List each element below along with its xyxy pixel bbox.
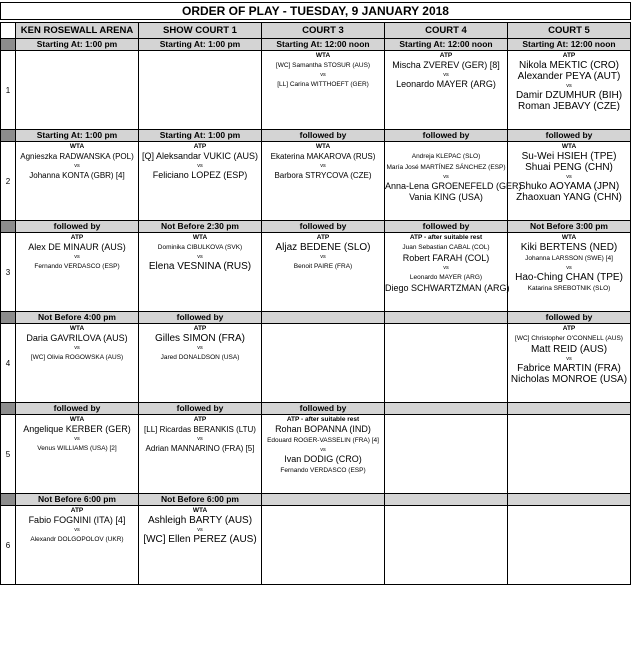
player-name: Damir DZUMHUR (BIH) (515, 90, 623, 101)
start-time-label: Starting At: 1:00 pm (139, 39, 262, 51)
player-name: Dominika CIBULKOVA (SVK) (157, 244, 243, 251)
match-cell (508, 233, 631, 312)
court-header: COURT 4 (385, 23, 508, 39)
court-header: KEN ROSEWALL ARENA (16, 23, 139, 39)
player-name: Mischa ZVEREV (GER) [8] (392, 60, 500, 70)
start-time-label: Starting At: 12:00 noon (385, 39, 508, 51)
tour-label: WTA (561, 143, 577, 150)
versus-label: vs (566, 356, 572, 362)
tour-label: ATP (193, 143, 207, 150)
player-name: Shuai PENG (CHN) (525, 162, 613, 173)
match-row (1, 51, 631, 130)
tour-label: WTA (561, 234, 577, 241)
row-marker (1, 312, 16, 324)
player-name: Jared DONALDSON (USA) (160, 354, 240, 361)
start-time-label: Starting At: 12:00 noon (508, 39, 631, 51)
versus-label: vs (566, 174, 572, 180)
start-time-label: followed by (262, 221, 385, 233)
match-cell (262, 233, 385, 312)
versus-label: vs (320, 447, 326, 453)
player-name: Robert FARAH (COL) (402, 253, 490, 263)
match-number: 1 (1, 51, 16, 130)
empty-match-cell (508, 415, 631, 494)
player-name: Ashleigh BARTY (AUS) (147, 515, 253, 526)
player-name: Leonardo MAYER (ARG) (409, 274, 483, 281)
versus-label: vs (320, 72, 326, 78)
player-name: Zhaoxuan YANG (CHN) (516, 192, 622, 203)
start-time-label: Starting At: 1:00 pm (16, 130, 139, 142)
versus-label: vs (74, 436, 80, 442)
match-row (1, 506, 631, 585)
match-cell (508, 51, 631, 130)
match-number: 5 (1, 415, 16, 494)
player-name: Fernando VERDASCO (ESP) (280, 467, 366, 474)
player-name: Anna-Lena GROENEFELD (GER) (385, 181, 522, 191)
player-name: Leonardo MAYER (ARG) (396, 79, 496, 89)
match-cell (139, 506, 262, 585)
corner-cell (1, 23, 16, 39)
player-name: María José MARTÍNEZ SÁNCHEZ (ESP) (386, 164, 506, 171)
versus-label: vs (320, 254, 326, 260)
player-name: Agnieszka RADWANSKA (POL) (20, 152, 134, 161)
player-name: Alexandr DOLGOPOLOV (UKR) (30, 536, 124, 543)
player-name: Juan Sebastian CABAL (COL) (402, 244, 490, 251)
match-cell (139, 142, 262, 221)
player-name: Elena VESNINA (RUS) (148, 261, 252, 272)
start-time-label: followed by (385, 130, 508, 142)
match-row (1, 142, 631, 221)
player-name: Barbora STRYCOVA (CZE) (274, 171, 372, 180)
versus-label: vs (320, 163, 326, 169)
start-time-label (385, 403, 508, 415)
tour-label: ATP (439, 52, 453, 59)
player-name: Su-Wei HSIEH (TPE) (521, 151, 617, 162)
player-name: Ivan DODIG (CRO) (284, 454, 362, 464)
start-time-label: Not Before 3:00 pm (508, 221, 631, 233)
tour-label: WTA (192, 507, 208, 514)
match-cell (139, 324, 262, 403)
match-number: 3 (1, 233, 16, 312)
player-name: Fernando VERDASCO (ESP) (34, 263, 120, 270)
start-time-label: followed by (16, 403, 139, 415)
player-name: Daria GAVRILOVA (AUS) (26, 333, 128, 343)
start-time-label: Starting At: 1:00 pm (16, 39, 139, 51)
start-time-label: Not Before 6:00 pm (139, 494, 262, 506)
player-name: Benoit PAIRE (FRA) (293, 263, 353, 270)
start-time-label: Starting At: 12:00 noon (262, 39, 385, 51)
player-name: Venus WILLIAMS (USA) [2] (37, 445, 117, 452)
versus-label: vs (74, 254, 80, 260)
start-time-label: followed by (139, 403, 262, 415)
match-cell (262, 51, 385, 130)
match-cell (16, 415, 139, 494)
tour-label: ATP (70, 234, 84, 241)
start-time-label (508, 494, 631, 506)
player-name: Diego SCHWARTZMAN (ARG) (385, 283, 510, 293)
start-time-label: Not Before 4:00 pm (16, 312, 139, 324)
row-marker (1, 221, 16, 233)
match-cell (508, 142, 631, 221)
tour-label: ATP - after suitable rest (286, 416, 360, 423)
versus-label: vs (443, 174, 449, 180)
player-name: Angelique KERBER (GER) (23, 424, 131, 434)
match-row (1, 415, 631, 494)
player-name: Adrian MANNARINO (FRA) [5] (145, 444, 255, 453)
start-time-label: followed by (385, 221, 508, 233)
start-time-label: Not Before 6:00 pm (16, 494, 139, 506)
match-number: 4 (1, 324, 16, 403)
empty-match-cell (508, 506, 631, 585)
versus-label: vs (197, 163, 203, 169)
tour-label: WTA (69, 325, 85, 332)
match-cell (16, 506, 139, 585)
tour-label: WTA (69, 416, 85, 423)
versus-label: vs (74, 345, 80, 351)
tour-label: ATP (562, 52, 576, 59)
empty-match-cell (262, 506, 385, 585)
tour-label: ATP (193, 416, 207, 423)
match-cell (139, 415, 262, 494)
match-cell (508, 324, 631, 403)
player-name: Johanna KONTA (GBR) [4] (29, 171, 125, 180)
match-cell (385, 233, 508, 312)
court-header: COURT 5 (508, 23, 631, 39)
empty-match-cell (16, 51, 139, 130)
start-time-row (1, 130, 631, 142)
match-number: 6 (1, 506, 16, 585)
player-name: Gilles SIMON (FRA) (155, 333, 245, 344)
start-time-label: followed by (262, 403, 385, 415)
player-name: Matt REID (AUS) (530, 344, 608, 355)
player-name: Alex DE MINAUR (AUS) (28, 242, 126, 252)
match-number: 2 (1, 142, 16, 221)
player-name: Rohan BOPANNA (IND) (275, 424, 371, 434)
match-cell (262, 142, 385, 221)
player-name: [WC] Christopher O'CONNELL (AUS) (515, 335, 623, 342)
start-time-label (262, 494, 385, 506)
versus-label: vs (197, 436, 203, 442)
versus-label: vs (74, 527, 80, 533)
player-name: [Q] Aleksandar VUKIC (AUS) (141, 151, 259, 161)
court-header: SHOW COURT 1 (139, 23, 262, 39)
player-name: Nikola MEKTIC (CRO) (518, 60, 619, 71)
player-name: Kiki BERTENS (NED) (520, 242, 618, 253)
start-time-label (262, 312, 385, 324)
player-name: Aljaz BEDENE (SLO) (275, 242, 371, 253)
player-name: Nicholas MONROE (USA) (510, 374, 628, 385)
start-time-label: Not Before 2:30 pm (139, 221, 262, 233)
versus-label: vs (443, 265, 449, 271)
player-name: [WC] Olivia ROGOWSKA (AUS) (30, 354, 124, 361)
empty-match-cell (262, 324, 385, 403)
tour-label: WTA (192, 234, 208, 241)
row-marker (1, 39, 16, 51)
versus-label: vs (197, 527, 203, 533)
court-header-row (1, 23, 631, 39)
match-cell (385, 142, 522, 221)
versus-label: vs (74, 163, 80, 169)
player-name: Andreja KLEPAC (SLO) (411, 153, 481, 160)
start-time-label (508, 403, 631, 415)
player-name: Edouard ROGER-VASSELIN (FRA) [4] (267, 437, 379, 444)
start-time-row (1, 312, 631, 324)
tour-label: WTA (315, 143, 331, 150)
versus-label: vs (197, 345, 203, 351)
row-marker (1, 130, 16, 142)
player-name: Ekaterina MAKAROVA (RUS) (270, 152, 376, 161)
match-cell (16, 142, 139, 221)
versus-label: vs (443, 72, 449, 78)
tour-label: ATP (316, 234, 330, 241)
versus-label: vs (566, 83, 572, 89)
empty-match-cell (385, 324, 508, 403)
player-name: [LL] Ricardas BERANKIS (LTU) (144, 425, 256, 434)
player-name: [WC] Samantha STOSUR (AUS) (275, 62, 371, 69)
empty-match-cell (385, 506, 508, 585)
player-name: Fabrice MARTIN (FRA) (517, 363, 621, 374)
match-row (1, 324, 631, 403)
match-cell (139, 233, 262, 312)
player-name: Fabio FOGNINI (ITA) [4] (28, 515, 126, 525)
order-of-play-table (0, 22, 631, 585)
player-name: Vania KING (USA) (409, 192, 483, 202)
row-marker (1, 494, 16, 506)
tour-label: ATP (562, 325, 576, 332)
tour-label: ATP (70, 507, 84, 514)
start-time-label: followed by (508, 312, 631, 324)
match-row (1, 233, 631, 312)
player-name: Shuko AOYAMA (JPN) (518, 181, 620, 192)
player-name: Katarina SREBOTNIK (SLO) (527, 285, 611, 292)
start-time-label: followed by (508, 130, 631, 142)
empty-match-cell (139, 51, 262, 130)
start-time-row (1, 494, 631, 506)
tour-label: WTA (69, 143, 85, 150)
empty-match-cell (385, 415, 508, 494)
versus-label: vs (197, 254, 203, 260)
court-header: COURT 3 (262, 23, 385, 39)
start-time-row (1, 39, 631, 51)
start-time-label: Starting At: 1:00 pm (139, 130, 262, 142)
player-name: [WC] Ellen PEREZ (AUS) (143, 534, 257, 545)
tour-label (385, 142, 507, 151)
player-name: Alexander PEYA (AUT) (517, 71, 621, 82)
tour-label: ATP (193, 325, 207, 332)
player-name: Roman JEBAVY (CZE) (518, 101, 620, 112)
player-name: Hao-Ching CHAN (TPE) (515, 272, 623, 283)
start-time-label: followed by (262, 130, 385, 142)
match-cell (16, 233, 139, 312)
player-name: [LL] Carina WITTHOEFT (GER) (277, 81, 369, 88)
player-name: Johanna LARSSON (SWE) [4] (525, 255, 613, 262)
start-time-label: followed by (16, 221, 139, 233)
versus-label: vs (566, 265, 572, 271)
player-name: Feliciano LOPEZ (ESP) (152, 170, 248, 180)
start-time-row (1, 403, 631, 415)
tour-label: ATP - after suitable rest (409, 234, 483, 241)
start-time-label: followed by (139, 312, 262, 324)
tour-label: WTA (315, 52, 331, 59)
start-time-label (385, 312, 508, 324)
match-cell (16, 324, 139, 403)
match-cell (262, 415, 385, 494)
match-cell (385, 51, 508, 130)
start-time-row (1, 221, 631, 233)
row-marker (1, 403, 16, 415)
start-time-label (385, 494, 508, 506)
page-title: ORDER OF PLAY - TUESDAY, 9 JANUARY 2018 (0, 2, 631, 20)
